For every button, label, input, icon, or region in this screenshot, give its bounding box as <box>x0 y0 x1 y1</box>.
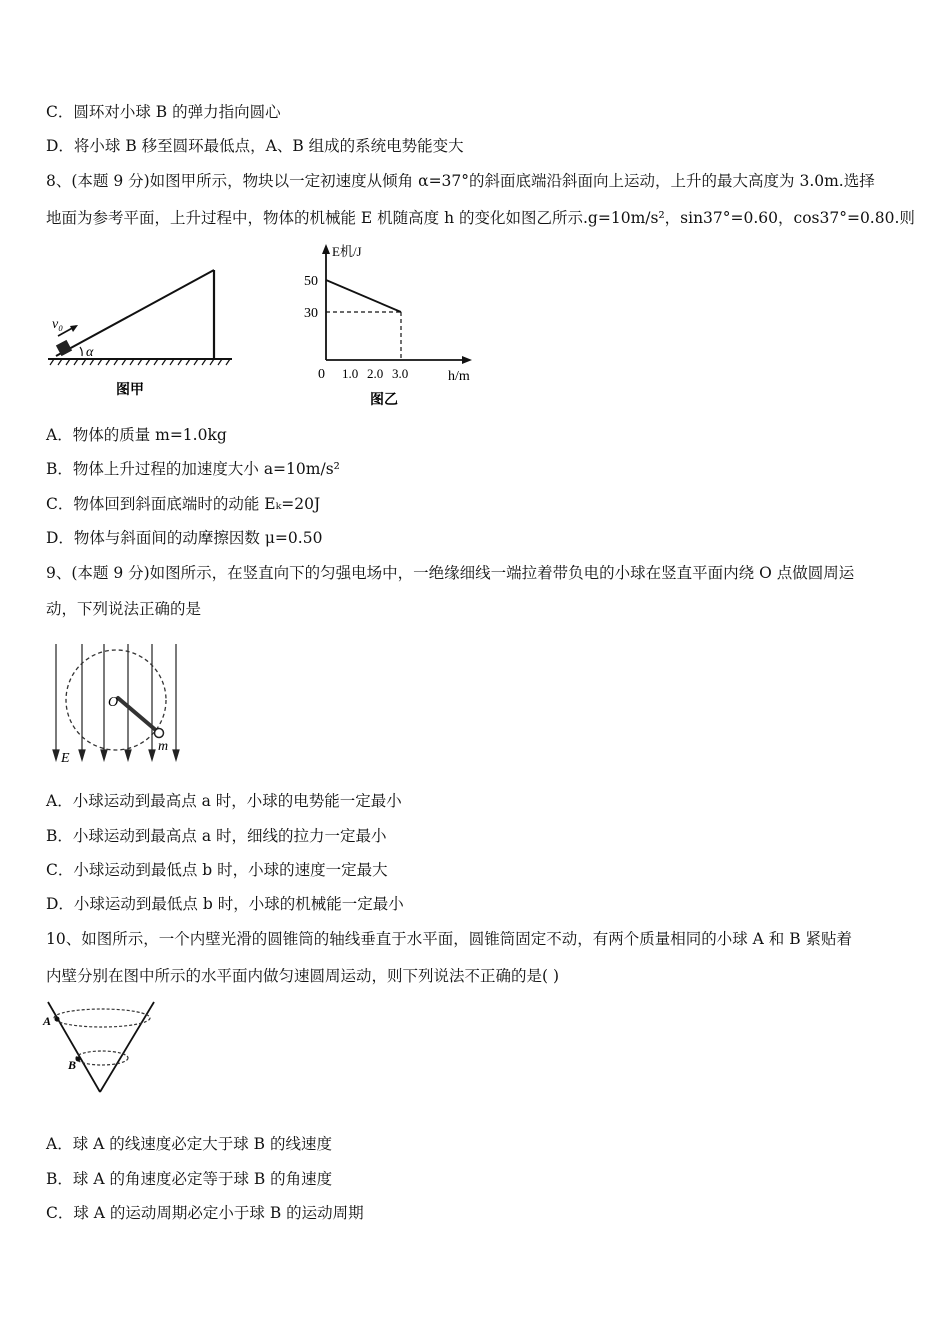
q10-stem-line2: 内壁分别在图中所示的水平面内做匀速圆周运动，则下列说法不正确的是( ) <box>46 967 560 985</box>
ball <box>155 729 164 738</box>
incline-slope <box>56 270 214 358</box>
b-label: B <box>68 1058 77 1072</box>
q8-stem-line1: 8、(本题 9 分)如图甲所示，物块以一定初速度从倾角 α=37°的斜面底端沿斜面向上运动，上升的最大高度为 3.0m.选择 <box>46 172 875 190</box>
q8-option-b: B．物体上升过程的加速度大小 a=10m/s² <box>46 460 340 478</box>
q8-option-a: A．物体的质量 m=1.0kg <box>46 426 227 444</box>
q10-option-b: B．球 A 的角速度必定等于球 B 的角速度 <box>46 1170 333 1188</box>
cone-walls <box>48 1002 154 1092</box>
q9-option-c: C．小球运动到最低点 b 时，小球的速度一定最大 <box>46 861 388 879</box>
alpha-label: α <box>86 345 94 360</box>
q7-option-c: C．圆环对小球 B 的弹力指向圆心 <box>46 103 281 121</box>
q10-stem-line1: 10、如图所示，一个内壁光滑的圆锥筒的轴线垂直于水平面，圆锥筒固定不动，有两个质量相同的小球 A 和 B 紧贴着 <box>46 930 853 948</box>
q9-option-d: D．小球运动到最低点 b 时，小球的机械能一定最小 <box>46 895 404 913</box>
v0-label: v₀ <box>52 317 64 332</box>
y-axis-label: E机/J <box>332 244 362 259</box>
ball-a <box>55 1017 60 1022</box>
caption-yi: 图乙 <box>370 393 398 408</box>
e-label: E <box>61 751 70 766</box>
ground-hatch <box>48 359 232 365</box>
q7-option-d: D．将小球 B 移至圆环最低点，A、B 组成的系统电势能变大 <box>46 137 464 155</box>
y-tick-label-50: 50 <box>304 274 318 289</box>
q8-option-c: C．物体回到斜面底端时的动能 Eₖ=20J <box>46 495 321 513</box>
q9-stem-line1: 9、(本题 9 分)如图所示，在竖直向下的匀强电场中，一绝缘细线一端拉着带负电的小球在竖直平面内绕 O 点做圆周运 <box>46 564 855 582</box>
x-tick-label-0: 1.0 <box>342 366 359 381</box>
x-tick-label-1: 2.0 <box>367 366 384 381</box>
energy-line <box>326 280 401 312</box>
caption-jia: 图甲 <box>116 383 144 398</box>
q9-option-a: A．小球运动到最高点 a 时，小球的电势能一定最小 <box>46 792 402 810</box>
y-tick-label-30: 30 <box>304 306 318 321</box>
x-tick-label-2: 3.0 <box>392 366 409 381</box>
q10-option-c: C．球 A 的运动周期必定小于球 B 的运动周期 <box>46 1204 364 1222</box>
x-axis-label: h/m <box>448 369 470 384</box>
q9-figure <box>48 640 188 770</box>
y-axis <box>322 244 330 360</box>
a-label: A <box>43 1014 52 1028</box>
q9-stem-line2: 动，下列说法正确的是 <box>46 600 202 618</box>
q10-cone-figure <box>40 998 165 1098</box>
q8-stem-line2: 地面为参考平面，上升过程中，物体的机械能 E 机随高度 h 的变化如图乙所示.g=10m/s²，sin37°=0.60，cos37°=0.80.则 <box>46 209 915 227</box>
q10-option-a: A．球 A 的线速度必定大于球 B 的线速度 <box>46 1135 332 1153</box>
q9-option-b: B．小球运动到最高点 a 时，细线的拉力一定最小 <box>46 827 387 845</box>
q8-option-d: D．物体与斜面间的动摩擦因数 μ=0.50 <box>46 529 323 547</box>
ball-b <box>76 1057 81 1062</box>
o-label: O <box>108 695 119 710</box>
m-label: m <box>158 739 169 754</box>
q8-figure-yi <box>298 238 488 413</box>
x-axis <box>326 356 472 364</box>
origin-label: 0 <box>318 367 325 382</box>
q8-figure-jia <box>44 256 244 406</box>
circle-path-a <box>54 1009 150 1027</box>
alpha-arc <box>80 347 82 356</box>
